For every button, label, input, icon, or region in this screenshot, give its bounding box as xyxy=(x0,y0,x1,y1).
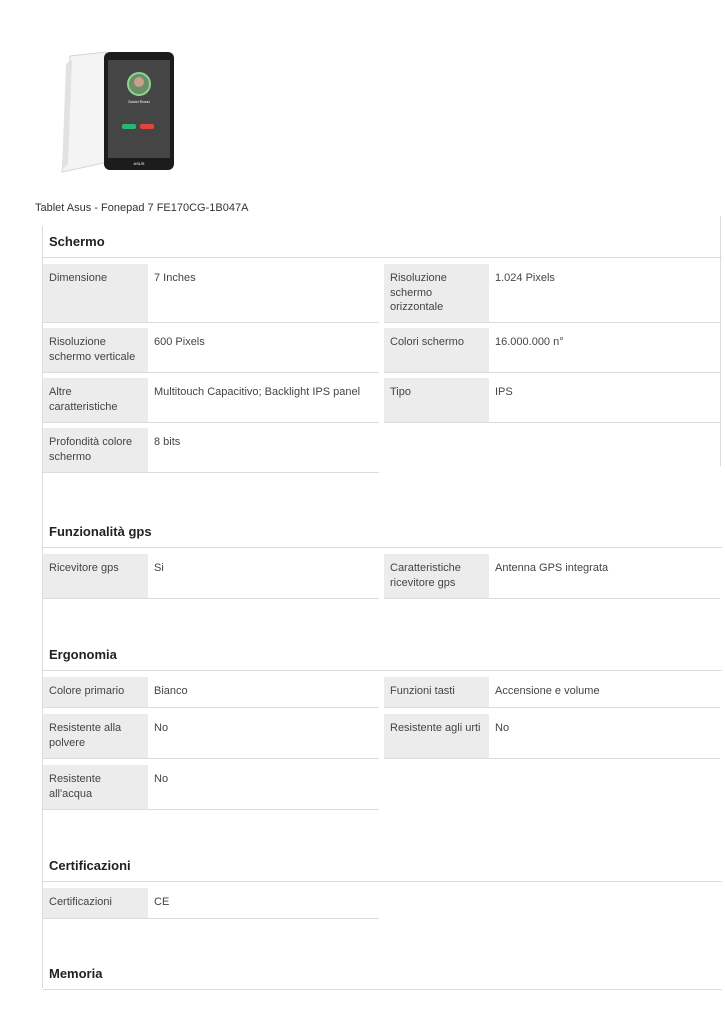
screen-name: David Rossi xyxy=(128,99,150,104)
spec-row xyxy=(43,765,722,810)
spec-label: Risoluzione schermo verticale xyxy=(43,328,148,372)
spec-value: Si xyxy=(154,562,164,574)
section-title: Ergonomia xyxy=(49,647,117,662)
spec-value: No xyxy=(154,773,169,785)
spec-label: Colori schermo xyxy=(384,328,489,372)
spec-row xyxy=(43,714,722,759)
section-memoria xyxy=(43,959,722,990)
spec-row xyxy=(43,328,722,373)
section-certificazioni xyxy=(43,851,722,919)
spec-label: Altre caratteristiche xyxy=(43,378,148,422)
spec-value: Antenna GPS integrata xyxy=(495,562,609,574)
spec-label: Colore primario xyxy=(43,677,148,707)
spec-row xyxy=(43,554,722,599)
spec-label: Caratteristiche ricevitore gps xyxy=(384,554,489,598)
section-ergonomia xyxy=(43,640,722,810)
spec-value: No xyxy=(154,722,169,734)
brand-logo: ASUS xyxy=(133,161,145,166)
spec-value: No xyxy=(495,722,510,734)
section-title: Certificazioni xyxy=(49,858,131,873)
product-image xyxy=(48,46,180,178)
spec-row xyxy=(43,888,722,919)
spec-row xyxy=(43,264,722,323)
spec-value: Multitouch Capacitivo; Backlight IPS panel xyxy=(154,386,361,398)
spec-label: Certificazioni xyxy=(43,888,148,918)
spec-label: Resistente alla polvere xyxy=(43,714,148,758)
spec-value: 600 Pixels xyxy=(154,336,205,348)
spec-row xyxy=(43,378,722,423)
product-title: Tablet Asus - Fonepad 7 FE170CG-1B047A xyxy=(35,202,249,214)
section-title: Memoria xyxy=(49,966,103,981)
spec-label: Tipo xyxy=(384,378,489,422)
spec-label: Resistente agli urti xyxy=(384,714,489,758)
spec-label: Dimensione xyxy=(43,264,148,322)
section-title: Funzionalità gps xyxy=(49,524,152,539)
spec-value: 1.024 Pixels xyxy=(495,272,555,284)
spec-value: 16.000.000 n° xyxy=(495,336,564,348)
spec-label: Risoluzione schermo orizzontale xyxy=(384,264,489,322)
spec-value: IPS xyxy=(495,386,513,398)
spec-label: Profondità colore schermo xyxy=(43,428,148,472)
spec-value: 8 bits xyxy=(154,436,181,448)
spec-value: CE xyxy=(154,896,170,908)
spec-value: 7 Inches xyxy=(154,272,196,284)
spec-value: Bianco xyxy=(154,685,188,697)
spec-row xyxy=(43,677,722,708)
section-title: Schermo xyxy=(49,234,105,249)
section-gps xyxy=(43,517,722,599)
spec-label: Resistente all'acqua xyxy=(43,765,148,809)
spec-value: Accensione e volume xyxy=(495,685,600,697)
spec-label: Funzioni tasti xyxy=(384,677,489,707)
spec-row xyxy=(43,428,722,473)
section-schermo xyxy=(43,227,722,473)
spec-label: Ricevitore gps xyxy=(43,554,148,598)
